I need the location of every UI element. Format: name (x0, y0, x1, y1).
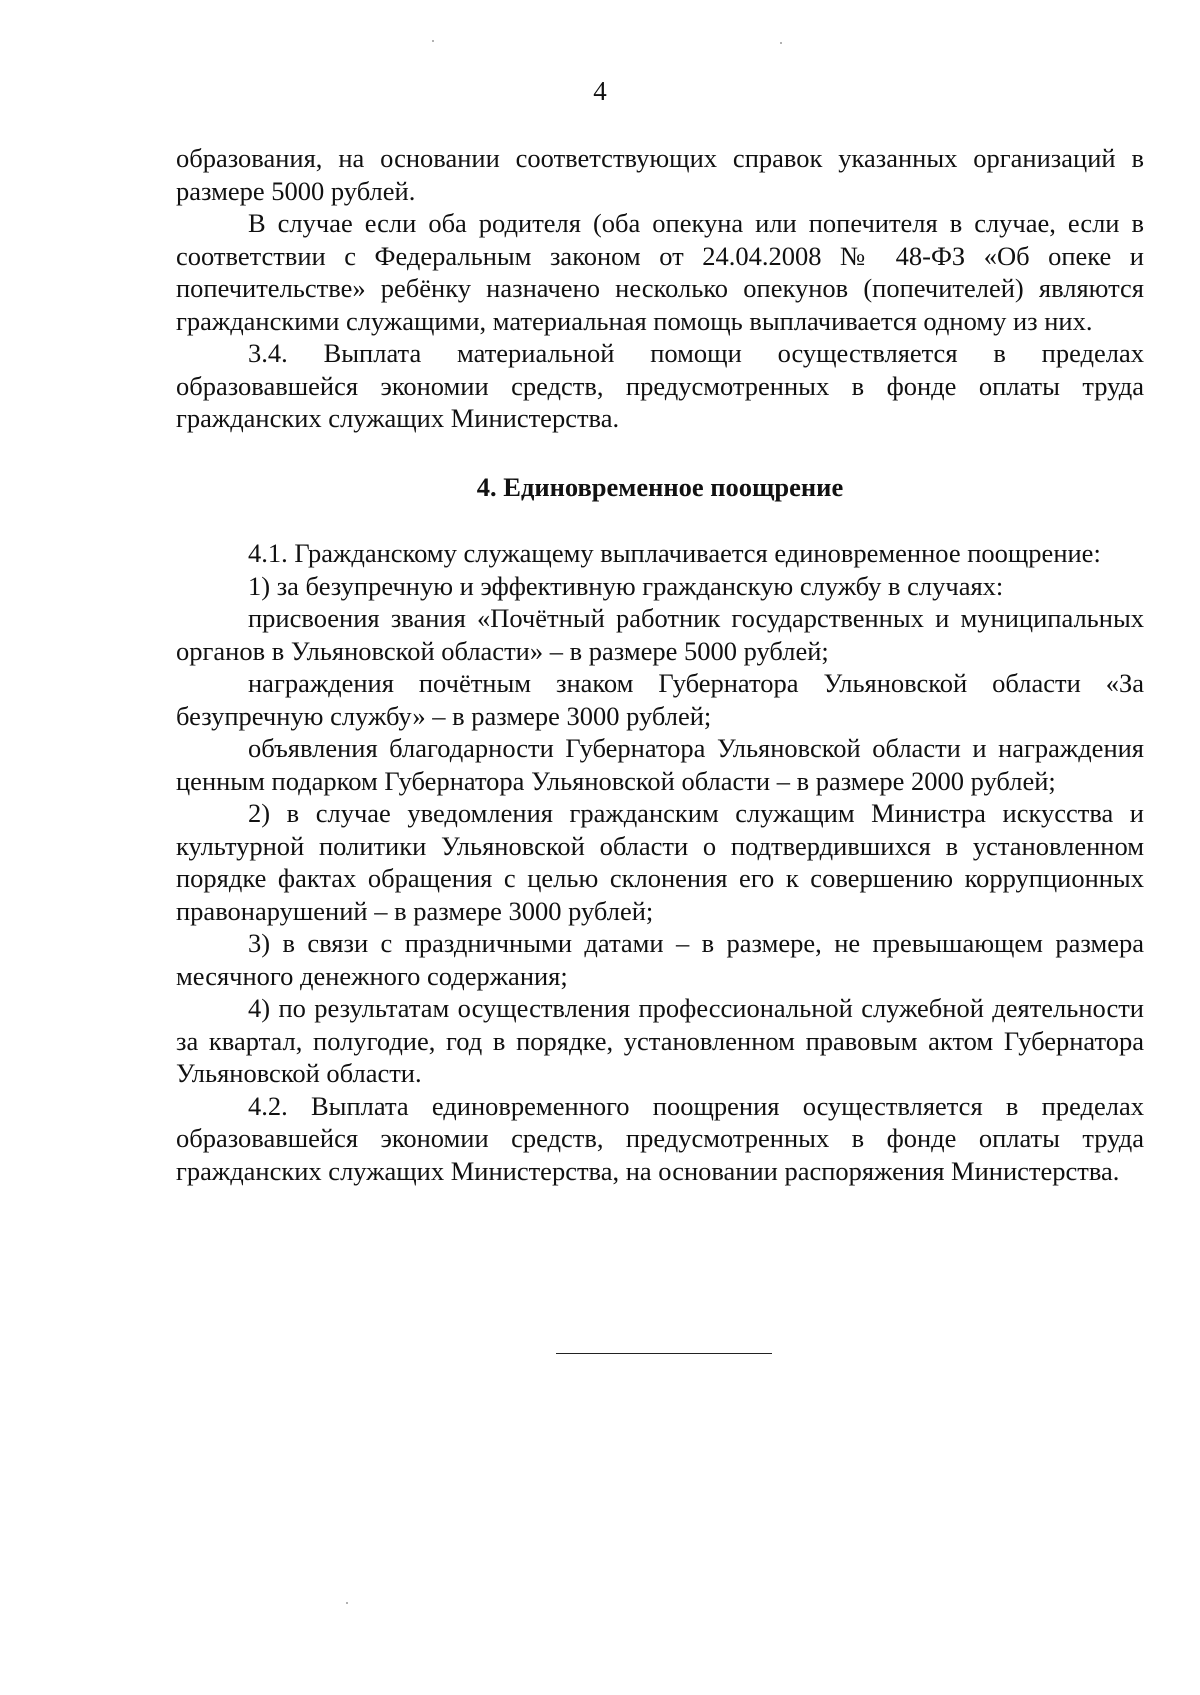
sub-item-badge: награждения почётным знаком Губернатора Ульяновской области «За безупречную службу» – в размере 3000 рублей; (176, 668, 1144, 731)
scan-speck (780, 42, 782, 44)
paragraph-guardians: В случае если оба родителя (оба опекуна или попечителя в случае, если в соответствии с Федеральным законом от 24.04.2008 № 48-ФЗ «Об опеке и попечительстве» ребёнку назначено несколько опекунов (попечителей) являются гражданскими служащими, материальная помощь выплачивается одному из них. (176, 208, 1144, 336)
list-item-4: 4) по результатам осуществления профессиональной служебной деятельности за квартал, полугодие, год в порядке, установленном правовым актом Губернатора Ульяновской области. (176, 993, 1144, 1088)
list-item-1: 1) за безупречную и эффективную гражданскую службу в случаях: (248, 570, 1004, 601)
list-item-3: 3) в связи с праздничными датами – в размере, не превышающем размера месячного денежного содержания; (176, 928, 1144, 991)
section-heading: 4. Единовременное поощрение (476, 471, 844, 502)
document-body (176, 142, 1144, 1187)
list-item-2: 2) в случае уведомления гражданским служащим Министра искусства и культурной политики Ульяновской области о подтвердившихся в установленном порядке фактах обращения с целью склонения его к совершению коррупционных правонарушений – в размере 3000 рублей; (176, 798, 1144, 926)
paragraph-3-4: 3.4. Выплата материальной помощи осуществляется в пределах образовавшейся экономии средств, предусмотренных в фонде оплаты труда гражданских служащих Министерства. (176, 338, 1144, 433)
paragraph-continuation: образования, на основании соответствующих справок указанных организаций в размере 5000 рублей. (176, 143, 1144, 206)
sub-item-honorary-title: присвоения звания «Почётный работник государственных и муниципальных органов в Ульяновской области» – в размере 5000 рублей; (176, 603, 1144, 666)
scan-speck (432, 40, 434, 42)
paragraph-4-2: 4.2. Выплата единовременного поощрения осуществляется в пределах образовавшейся экономии средств, предусмотренных в фонде оплаты труда гражданских служащих Министерства, на основании распоряжения Министерства. (176, 1090, 1144, 1186)
scan-speck (346, 1602, 348, 1604)
page-number: 4 (593, 76, 607, 106)
paragraph-4-1: 4.1. Гражданскому служащему выплачивается единовременное поощрение: (248, 538, 1101, 568)
end-rule (556, 1353, 772, 1354)
sub-item-gratitude: объявления благодарности Губернатора Ульяновской области и награждения ценным подарком Губернатора Ульяновской области – в размере 2000 рублей; (176, 733, 1144, 796)
